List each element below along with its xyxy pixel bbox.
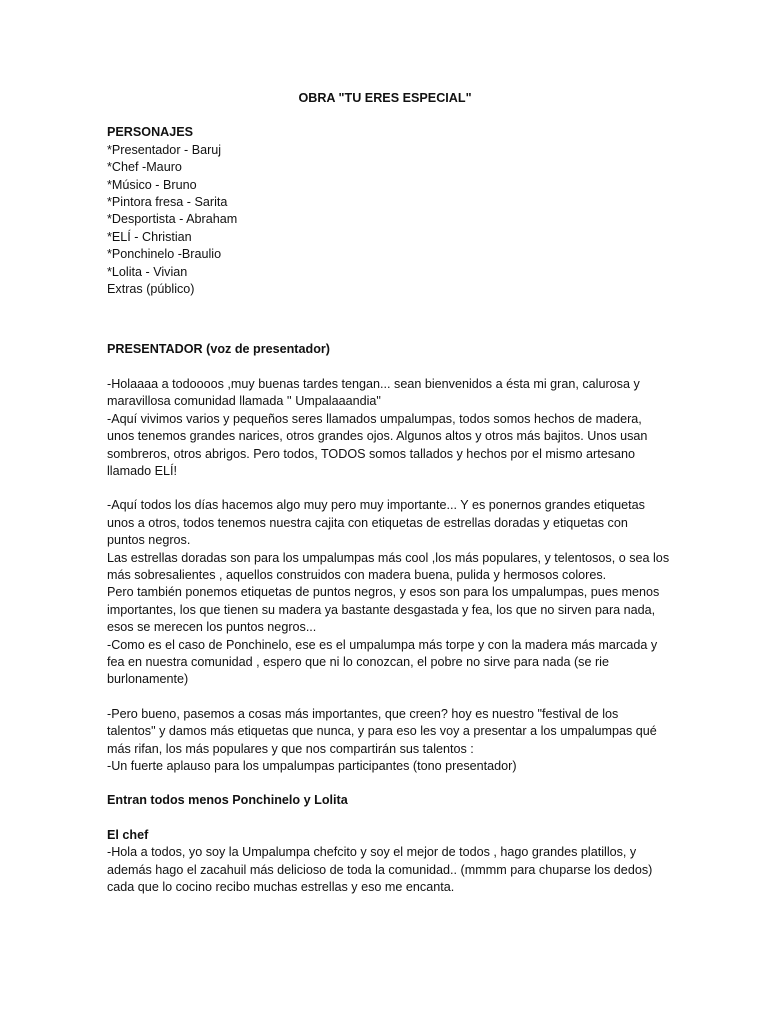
text-line: puntos negros. (107, 533, 191, 548)
cast-item: *ELÍ - Christian (107, 229, 192, 244)
text-line: unos a otros, todos tenemos nuestra cajita con etiquetas de estrellas doradas y etiquetas con (107, 515, 628, 530)
cast-item: Extras (público) (107, 282, 195, 297)
text-line: Las estrellas doradas son para los umpalumpas más cool ,los más populares, y telentosos, o sea los (107, 550, 670, 565)
text-line: unos tenemos grandes narices, otros grandes ojos. Algunos altos y otros más bajitos. Unos usan (107, 429, 648, 444)
text-line: más sobresalientes , aquellos construidos con madera buena, pulida y hermosos colores. (107, 567, 607, 582)
chef-heading: El chef (107, 827, 149, 842)
text-line: -Aquí vivimos varios y pequeños seres llamados umpalumpas, todos somos hechos de madera, (107, 411, 642, 426)
text-line: maravillosa comunidad llamada '' Umpalaaandia" (107, 394, 381, 409)
cast-item: *Desportista - Abraham (107, 212, 238, 227)
text-line: -Holaaaa a todoooos ,muy buenas tardes tengan... sean bienvenidos a ésta mi gran, calurosa y (107, 376, 640, 391)
cast-item: *Ponchinelo -Braulio (107, 247, 222, 262)
cast-item: *Lolita - Vivian (107, 264, 188, 279)
presenter-paragraph-2 (107, 497, 670, 688)
text-line: -Como es el caso de Ponchinelo, ese es el umpalumpa más torpe y con la madera más marcada y (107, 637, 658, 652)
cast-item: *Músico - Bruno (107, 177, 197, 192)
stage-direction: Entran todos menos Ponchinelo y Lolita (107, 793, 348, 808)
chef-section (107, 827, 663, 897)
text-line: más rifan, los más populares y que nos compartirán sus talentos : (107, 741, 474, 756)
text-line: cada que lo cocino recibo muchas estrellas y eso me encanta. (107, 880, 455, 895)
text-line: -Hola a todos, yo soy la Umpalumpa chefcito y soy el mejor de todos , hago grandes platillos, y (107, 845, 637, 860)
cast-item: *Pintora fresa - Sarita (107, 195, 228, 210)
text-line: además hago el zacahuil más delicioso de toda la comunidad.. (mmmm para chuparse los dedos) (107, 862, 653, 877)
play-title: OBRA "TU ERES ESPECIAL" (298, 91, 472, 105)
cast-item: *Chef -Mauro (107, 160, 182, 175)
cast-heading: PERSONAJES (107, 125, 194, 140)
text-line: burlonamente) (107, 672, 189, 687)
presenter-paragraph-1 (107, 376, 663, 480)
text-line: fea en nuestra comunidad , espero que ni lo conozcan, el pobre no sirve para nada (se rie (107, 654, 609, 669)
text-line: importantes, los que tienen su madera ya bastante desgastada y fea, los que no sirven para nada, (107, 602, 656, 617)
text-line: llamado ELÍ! (107, 463, 178, 478)
presenter-section (107, 341, 670, 775)
text-line: sombreros, otros abrigos. Pero todos, TODOS somos tallados y hechos por el mismo artesano (107, 446, 636, 461)
text-line: -Aquí todos los días hacemos algo muy pero muy importante... Y es ponernos grandes etiquetas (107, 498, 645, 513)
presenter-heading: PRESENTADOR (voz de presentador) (107, 342, 330, 357)
cast-section (107, 124, 663, 298)
cast-item: *Presentador - Baruj (107, 142, 222, 157)
text-line: talentos" y damos más etiquetas que nunca, y para eso les voy a presentar a los umpalumpas qué (107, 724, 657, 739)
document-page (107, 90, 670, 896)
text-line: -Un fuerte aplauso para los umpalumpas participantes (tono presentador) (107, 759, 517, 773)
text-line: esos se merecen los puntos negros... (107, 620, 317, 635)
presenter-paragraph-3 (107, 706, 663, 776)
text-line: -Pero bueno, pasemos a cosas más importantes, que creen? hoy es nuestro "festival de los (107, 706, 619, 721)
text-line: Pero también ponemos etiquetas de puntos negros, y esos son para los umpalumpas, pues menos (107, 585, 660, 600)
